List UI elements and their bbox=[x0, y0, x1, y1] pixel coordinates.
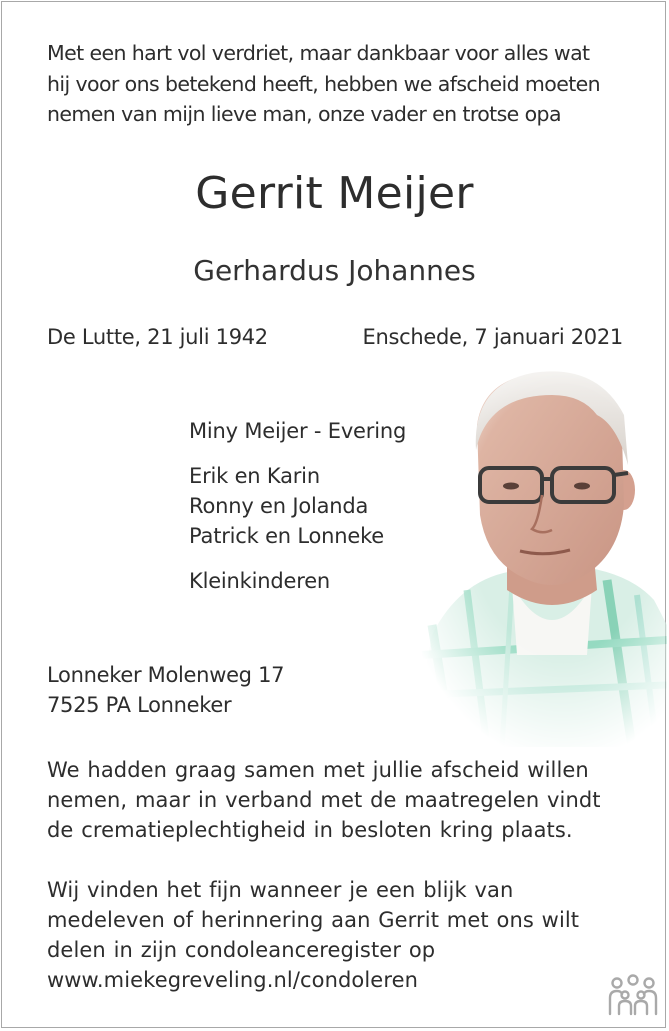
address-block bbox=[47, 660, 623, 720]
message-line: medeleven of herinnering aan Gerrit met ons wilt bbox=[47, 908, 580, 932]
spouse-name: Miny Meijer - Evering bbox=[189, 419, 407, 443]
spacer bbox=[189, 446, 406, 461]
grandchildren: Kleinkinderen bbox=[189, 569, 331, 593]
deceased-name: Gerrit Meijer bbox=[195, 168, 474, 219]
child-couple: Ronny en Jolanda bbox=[189, 494, 369, 518]
intro-line: nemen van mijn lieve man, onze vader en trotse opa bbox=[47, 102, 561, 126]
condolence-url[interactable]: www.miekegreveling.nl/condoleren bbox=[47, 968, 419, 992]
intro-line: hij voor ons betekend heeft, hebben we afscheid moeten bbox=[47, 71, 601, 96]
message-line: de crematieplechtigheid in besloten kring plaats. bbox=[47, 818, 573, 842]
message-line: nemen, maar in verband met de maatregelen vindt bbox=[47, 788, 601, 812]
intro-line: Met een hart vol verdriet, maar dankbaar voor alles wat bbox=[47, 41, 590, 65]
family-list bbox=[189, 416, 406, 596]
spacer bbox=[189, 551, 406, 566]
message-line: We hadden graag samen met jullie afscheid willen bbox=[47, 758, 589, 782]
family-figures-icon bbox=[607, 974, 659, 1018]
condolence-message bbox=[47, 875, 623, 995]
message-line: Wij vinden het fijn wanneer je een blijk van bbox=[47, 878, 514, 902]
birth-date: De Lutte, 21 juli 1942 bbox=[47, 325, 268, 349]
intro-text bbox=[47, 38, 623, 130]
deceased-given-names: Gerhardus Johannes bbox=[193, 254, 476, 287]
message-line: delen in zijn condoleanceregister op bbox=[47, 938, 436, 962]
address-city: 7525 PA Lonneker bbox=[47, 693, 232, 717]
address-street: Lonneker Molenweg 17 bbox=[47, 663, 285, 687]
child-couple: Erik en Karin bbox=[189, 464, 320, 488]
death-date: Enschede, 7 januari 2021 bbox=[362, 325, 623, 349]
child-couple: Patrick en Lonneke bbox=[189, 524, 385, 548]
farewell-message bbox=[47, 755, 623, 845]
